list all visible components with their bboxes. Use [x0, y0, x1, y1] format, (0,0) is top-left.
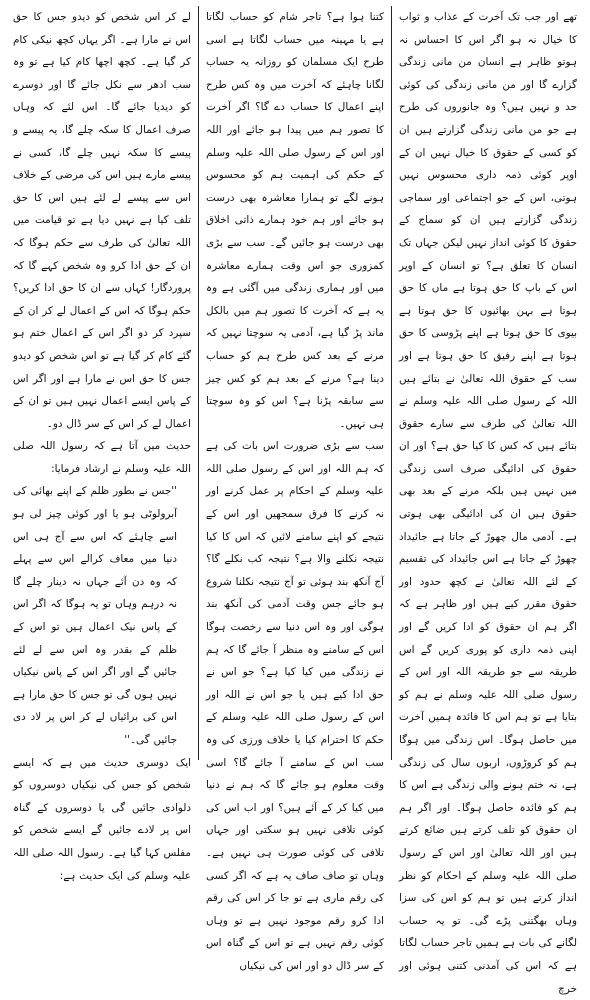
paragraph: لے کر اس شخص کو دیدو جس کا حق اس نے مارا ہے۔ اگر یہاں کچھ نیکی کام کر گیا ہے۔ کچھ اچھا کام کیا ہے تو وہ سب ادھر سے نکل جائے گا اور دوسرے کو دیدیا جائے گا۔ اس لئے کہ وہاں صرف اعمال کا سکہ چلے گا، یہ پیسے و پیسے کا سکہ نہیں چلے گا، کسی نے پیسے مارے ہیں اس کی مرضی کے خلاف اس سے پیسے لے لئے ہیں اس کا حق تلف کیا ہے نہیں دیا ہے تو قیامت میں اللہ تعالیٰ کی طرف سے حکم ہوگا کہ ان کے حق ادا کرو وہ شخص کہے گا کہ پروردگار! کہاں سے ان کا حق ادا کریں؟ حکم ہوگا کہ اس کے اعمال لے کر ان کے سپرد کر دو اگر اس کے اعمال ختم ہو گئے کام کر گیا ہے تو اس شخص کو دیدو جس کا حق اس نے مارا ہے اور اگر اس کے پاس ایسے اعمال نہیں ہیں تو ان کے اعمال لے کر اس کے سر ڈال دو۔: [13, 11, 191, 430]
hadith-intro: حدیث میں آتا ہے کہ رسول اللہ صلی اللہ علیہ وسلم نے ارشاد فرمایا:: [13, 440, 191, 475]
hadith-quote: ''جس نے بطور ظلم کے اپنے بھائی کی آبرولوٹی ہو یا اور کوئی چیز لی ہو اسے چاہئے کہ اس سے آج ہی اس دنیا میں معاف کرالے اس سے پہلے کہ وہ دن آئے جہاں نہ دینار چلے گا نہ درہم وہاں تو یہ ہوگا کہ اگر اس کے پاس نیک اعمال ہیں تو اس کے ظلم کے بقدر وہ اس سے لے لئے جائیں گے اور اگر اس کے پاس نیکیاں نہیں ہوں گی تو جس کا حق مارا ہے اس کی برائیاں لے کر اس پر لاد دی جائیں گی۔'': [13, 485, 177, 746]
text-columns: [6, 6, 584, 995]
column-middle: [199, 6, 392, 972]
column-right: [392, 6, 584, 995]
column-left: [6, 6, 199, 882]
paragraph: سب سے بڑی ضرورت اس بات کی ہے کہ ہم اللہ اور اس کے رسول صلی اللہ علیہ وسلم کے احکام پر عمل کرنے اور نہ کرنے کا فرق سمجھیں اور اس کے نتیجے کو اپنے سامنے لائیں کہ اس کا کیا نتیجہ نکلنے والا ہے؟ نتیجہ کب نکلے گا؟ آج آنکھ بند ہوئی تو آج نتیجہ نکلنا شروع ہو جائے جس وقت آدمی کی آنکھ بند ہوگی اور وہ اس دنیا سے رخصت ہوگا اس کے سامنے وہ منظر آ جائے گا کہ ہم نے زندگی میں کیا کیا ہے؟ جو اس نے حق ادا کیے ہیں یا جو اس نے اللہ اور اس کے رسول صلی اللہ علیہ وسلم کے حکم کا احترام کیا یا خلاف ورزی کی وہ سب اس کے سامنے آ جائے گا؟ اسی وقت معلوم ہو جائے گا کہ ہم نے دنیا میں کیا کر کے آئے ہیں؟ اور اب اس کی کوئی تلافی نہیں ہو سکتی اور جہاں تلافی کی کوئی صورت ہی نہیں ہے۔ وہاں تو صاف صاف یہ ہے کہ اگر کسی کی رقم ماری ہے تو جا کر اس کی رقم ادا کرو رقم موجود نہیں ہے تو وہاں کوئی رقم نہیں ہے تو اس کے گناہ اس کے سر ڈال دو اور اس کی نیکیاں: [206, 440, 384, 972]
paragraph: تھے اور جب تک آخرت کے عذاب و ثواب کا خیال نہ ہو اگر اس کا احساس نہ ہوتو ظاہر ہے انسان من مانی زندگی گزارے گا اور من مانی زندگی کی کوئی حد و نہیں ہیں؟ وہ جانوروں کی طرح ہے جو من مانی زندگی گزارتے ہیں ان کو کسی کے حقوق کا خیال نہیں ان کے اوپر کوئی ذمہ داری محسوس نہیں ہوتی، اس کے جو اجتماعی اور سماجی زندگی گزارتے ہیں ان کو سماج کے حقوق کا کوئی انداز نہیں لیکن جہاں تک انسان کا تعلق ہے؟ تو انسان کے اوپر اس کے باپ کا حق ہوتا ہے ماں کا حق ہوتا ہے بہن بھائیوں کا حق ہوتا ہے بیوی کا حق ہوتا ہے اپنے پڑوسی کا حق ہوتا ہے اپنے رفیق کا حق ہوتا ہے اور سب کے حقوق اللہ تعالیٰ نے بتائے ہیں اللہ کے رسول صلی اللہ علیہ وسلم نے اللہ تعالیٰ کی طرف سے سارے حقوق بتائے ہیں کہ کس کا کیا حق ہے؟ اور ان حقوق کی ادائیگی صرف اسی زندگی میں نہیں ہیں بلکہ مرنے کے بعد بھی حقوق ہیں ان کی ادائیگی بھی ہوتی ہے۔ آدمی مال چھوڑ کے جاتا ہے جائیداد چھوڑ کے جاتا ہے اس جائیداد کی تقسیم کے لئے اللہ تعالیٰ نے کچھ حدود اور حقوق مقرر کیے ہیں اور ظاہر ہے کہ اگر ہم ان حقوق کو ادا کریں گے اور اپنی ذمہ داری کو پوری کریں گے اس طریقہ سے جو طریقہ اللہ اور اس کے رسول صلی اللہ علیہ وسلم نے ہم کو بتایا ہے تو ہم اس کا فائدہ ہمیں آخرت میں حاصل ہوگا۔ اس زندگی میں ہوگا ہم کو کروڑوں، اربوں سال کی زندگی ہے، نہ ختم ہونے والی زندگی ہے اس کا ہم کو فائدہ حاصل ہوگا۔ اور اگر ہم ان حقوق کو تلف کرتے ہیں ضائع کرتے ہیں اور اللہ تعالیٰ اور اس کے رسول صلی اللہ علیہ وسلم کے احکام کو نظر انداز کرتے ہیں تو ہم کو اس کی سزا وہاں بھگتنی پڑے گی۔ تو یہ حساب لگانے کی بات ہے ہمیں تاجر حساب لگاتا ہے کہ اس کی آمدنی کتنی ہوئی اور خرچ: [399, 11, 577, 995]
paragraph: کتنا ہوا ہے؟ تاجر شام کو حساب لگاتا ہے یا مہینہ میں حساب لگاتا ہے اسی طرح ایک مسلمان کو روزانہ یہ حساب لگانا چاہئے کہ آخرت میں وہ کس طرح اپنے اعمال کا حساب دے گا؟ اگر آخرت کا تصور ہم میں پیدا ہو جائے اور اللہ اور اس کے رسول صلی اللہ علیہ وسلم کے حکم کی اہمیت ہم کو محسوس ہونے لگے تو ہمارا معاشرہ بھی درست ہو جائے اور ہم خود ہمارے ذاتی اخلاق بھی درست ہو جائیں گے۔ سب سے بڑی کمزوری جو اس وقت ہمارے معاشرہ میں اور ہماری زندگی میں آگئی ہے وہ یہ ہے کہ آخرت کا تصور ہم میں بالکل ماند پڑ گیا ہے، آدمی یہ سوچتا نہیں کہ مرنے کے بعد کس طرح ہم کو حساب دینا ہے؟ مرنے کے بعد ہم کو کس چیز سے سابقہ پڑنا ہے؟ اس کو وہ سوچتا ہی نہیں۔: [206, 11, 384, 430]
paragraph: ایک دوسری حدیث میں ہے کہ ایسے شخص کو جس کی نیکیاں دوسروں کو دلوادی جائیں گی یا دوسروں کے گناہ اس پر لادے جائیں گے ایسے شخص کو مفلس کہا گیا ہے۔ رسول اللہ صلی اللہ علیہ وسلم کی ایک حدیث ہے:: [13, 756, 191, 882]
